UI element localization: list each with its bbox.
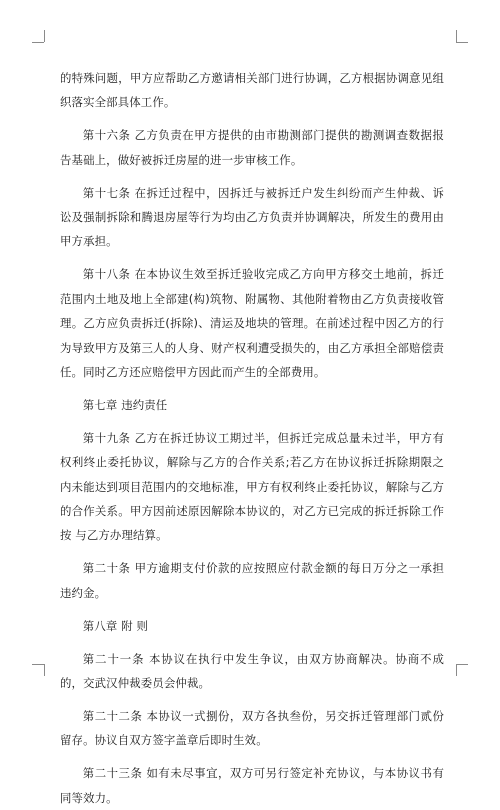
crop-mark-top-left-h: [32, 42, 44, 43]
paragraph-article-16: 第十六条 乙方负责在甲方提供的由市勘测部门提供的勘测调查数据报告基础上，做好被拆迁房屋的进一步审核工作。: [60, 128, 444, 167]
paragraph-article-21: 第二十一条 本协议在执行中发生争议，由双方协商解决。协商不成的，交武汉仲裁委员会仲裁。: [60, 651, 444, 690]
paragraph-article-22: 第二十二条 本协议一式捌份，双方各执叁份，另交拆迁管理部门贰份留存。协议自双方签字盖章后即时生效。: [60, 708, 444, 748]
crop-mark-bottom-left-h: [32, 664, 44, 665]
paragraph-article-23: 第二十三条 如有未尽事宜，双方可另行签定补充协议，与本协议书有同等效力。: [60, 766, 444, 805]
paragraph-article-18: 第十八条 在本协议生效至拆迁验收完成乙方向甲方移交土地前，拆迁范围内土地及地上全部建(构)筑物、附属物、其他附着物由乙方负责接收管理。乙方应负责拆迁(拆除)、清运及地块的管理。在前述过程中因乙方的行为导致甲方及第三人的人身、财产权利遭受损失的，由乙方承担全部赔偿责任。同时乙方还应赔偿甲方因此而产生的全部费用。: [60, 267, 444, 379]
paragraph-article-19: 第十九条 乙方在拆迁协议工期过半，但拆迁完成总量未过半，甲方有权利终止委托协议，解除与乙方的合作关系;若乙方在协议拆迁拆除期限之内未能达到项目范围内的交地标准，甲方有权利终止委托协议，解除与乙方的合作关系。甲方因前述原因解除本协议的，对乙方已完成的拆迁拆除工作按 与乙方办理结算。: [60, 430, 444, 543]
paragraph-article-20: 第二十条 甲方逾期支付价款的应按照应付款金额的每日万分之一承担违约金。: [60, 561, 444, 600]
chapter-heading-7: 第七章 违约责任: [82, 397, 168, 412]
crop-mark-bottom-right-h: [456, 664, 468, 665]
paragraph-continuation: 的特殊问题，甲方应帮助乙方邀请相关部门进行协调，乙方根据协调意见组织落实全部具体工作。: [60, 71, 444, 110]
crop-mark-top-right-v: [456, 30, 457, 42]
crop-mark-top-left-v: [44, 30, 45, 42]
chapter-heading-8: 第八章 附 则: [82, 618, 149, 633]
document-body: [60, 66, 444, 810]
crop-mark-bottom-left-v: [44, 664, 45, 676]
crop-mark-bottom-right-v: [456, 664, 457, 676]
paragraph-article-17: 第十七条 在拆迁过程中，因拆迁与被拆迁户发生纠纷而产生仲裁、诉讼及强制拆除和腾退房屋等行为均由乙方负责并协调解决，所发生的费用由甲方承担。: [60, 185, 444, 249]
crop-mark-top-right-h: [456, 42, 468, 43]
